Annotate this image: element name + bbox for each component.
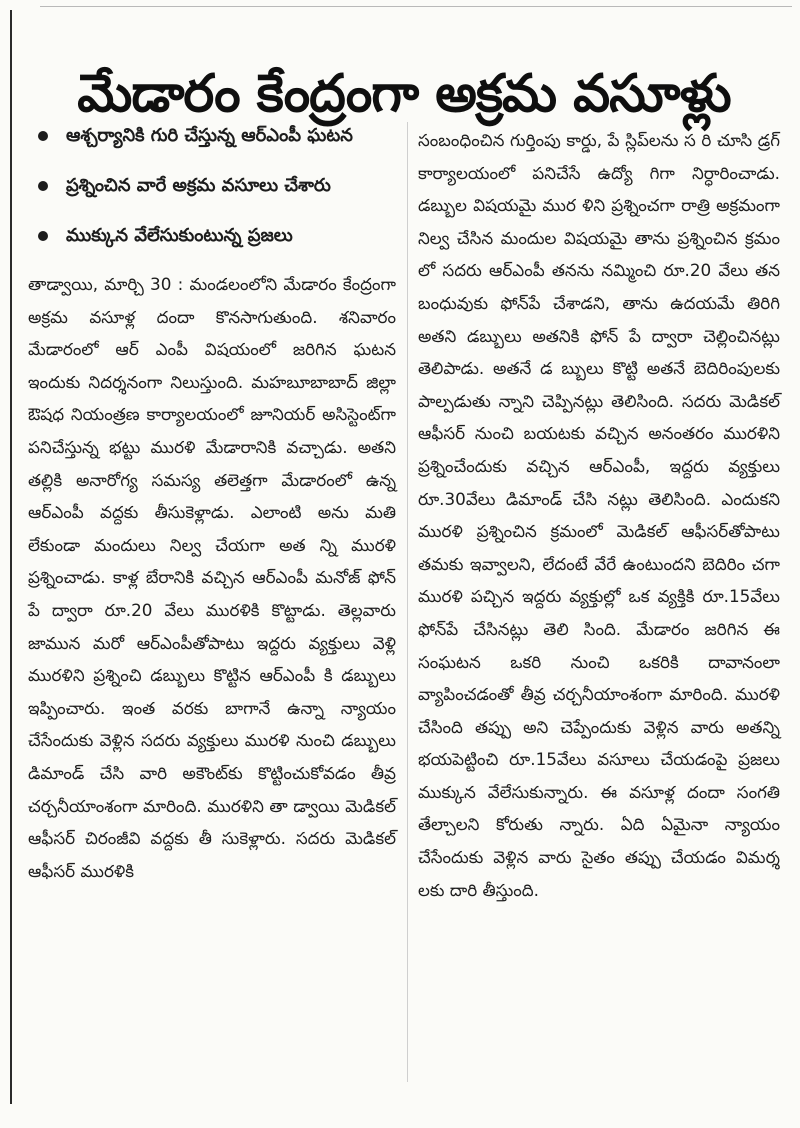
left-column bbox=[28, 118, 396, 904]
left-border-rule bbox=[10, 10, 12, 1104]
highlight-item bbox=[28, 118, 396, 154]
right-column bbox=[418, 124, 780, 923]
article-headline: మేడారం కేంద్రంగా అక్రమ వసూళ్లు bbox=[77, 64, 731, 125]
top-border-rule bbox=[40, 6, 792, 7]
bullet-dot-icon bbox=[38, 231, 48, 241]
article-body-right: సంబంధించిన గుర్తింపు కార్డు, పే స్లిప్‌లను స రి చూసి డ్రగ్ కార్యాలయంలో పనిచేసే ఉద్యో గిగా నిర్ధారించాడు. డబ్బుల విషయమై ముర ళిని ప్రశ్నించగా రాత్రి అక్రమంగా నిల్వ చేసిన మందుల విషయమై తాను ప్రశ్నించిన క్రమం లో సదరు ఆర్‌ఎంపీ తనను నమ్మించి రూ.20 వేలు తన బంధువుకు ఫోన్‌పే చేశాడని, తాను ఉదయమే తిరిగి అతని డబ్బులు అతనికి ఫోన్ పే ద్వారా చెల్లించినట్లు తెలిపాడు. అతనే డ బ్బులు కొట్టి అతనే బెదిరింపులకు పాల్పడుతు న్నాని చెప్పినట్లు తెలిసింది. సదరు మెడికల్ ఆఫీసర్ నుంచి బయటకు వచ్చిన అనంతరం మురళిని ప్రశ్నించేందుకు వచ్చిన ఆర్‌ఎంపీ, ఇద్దరు వ్యక్తులు రూ.30వేలు డిమాండ్ చేసి నట్లు తెలిసింది. ఎందుకని మురళి ప్రశ్నించిన క్రమంలో మెడికల్ ఆఫీసర్‌తోపాటు తమకు ఇవ్వాలని, లేదంటే వేరే ఉంటుందని బెదిరిం చగా మురళి పచ్చిన ఇద్దరు వ్యక్తుల్లో ఒక వ్యక్తికి రూ.15వేలు ఫోన్‌పే చేసినట్లు తెలి సింది. మేడారం జరిగిన ఈ సంఘటన ఒకరి నుంచి ఒకరికి దావానంలా వ్యాపించడంతో తీవ్ర చర్చనీయాంశంగా మారింది. మురళి చేసింది తప్పు అని చెప్పేందుకు వెళ్లిన వారు అతన్ని భయపెట్టించి రూ.15వేలు వసూలు చేయడంపై ప్రజలు ముక్కున వేలేసుకున్నారు. ఈ వసూళ్ల దందా సంగతి తేల్చాలని కోరుతు న్నారు. ఏది ఏమైనా న్యాయం చేసేందుకు వెళ్లిన వారు సైతం తప్పు చేయడం విమర్శ లకు దారి తీస్తుంది. bbox=[418, 130, 780, 900]
highlight-text: ప్రశ్నించిన వారే అక్రమ వసూలు చేశారు bbox=[66, 175, 331, 196]
highlight-item bbox=[28, 168, 396, 204]
column-divider bbox=[407, 122, 408, 1082]
highlight-text: ముక్కున వేలేసుకుంటున్న ప్రజలు bbox=[66, 225, 293, 246]
next-headline-cropped bbox=[28, 1088, 784, 1128]
article-body-left: తాడ్వాయి, మార్చి 30 : మండలంలోని మేడారం కేంద్రంగా అక్రమ వసూళ్ల దందా కొనసాగుతుంది. శనివారం మేడారంలో ఆర్ ఎంపీ విషయంలో జరిగిన ఘటన ఇందుకు నిదర్శనంగా నిలుస్తుంది. మహబూబాబాద్ జిల్లా ఔషధ నియంత్రణ కార్యాలయంలో జూనియర్ అసిస్టెంట్‌గా పనిచేస్తున్న భట్టు మురళి మేడారానికి వచ్చాడు. అతని తల్లికి అనారోగ్య సమస్య తలెత్తగా మేడారంలో ఉన్న ఆర్‌ఎంపీ వద్దకు తీసుకెళ్లాడు. ఎలాంటి అను మతి లేకుండా మందులు నిల్వ చేయగా అత న్ని మురళి ప్రశ్నించాడు. కాళ్ల బేరానికి వచ్చిన ఆర్‌ఎంపీ మనోజ్ ఫోన్ పే ద్వారా రూ.20 వేలు మురళికి కొట్టాడు. తెల్లవారు జామున మరో ఆర్‌ఎంపీతోపాటు ఇద్దరు వ్యక్తులు వెళ్లి మురళిని ప్రశ్నించి డబ్బులు కొట్టిన ఆర్‌ఎంపీ కి డబ్బులు ఇప్పించారు. ఇంత వరకు బాగానే ఉన్నా న్యాయం చేసేందుకు వెళ్లిన సదరు వ్యక్తులు మురళి నుంచి డబ్బులు డిమాండ్ చేసి వారి అకౌంట్‌కు కొట్టించుకోవడం తీవ్ర చర్చనీయాంశంగా మారింది. మురళిని తా డ్వాయి మెడికల్ ఆఫీసర్ చిరంజీవి వద్దకు తీ సుకెళ్లారు. సదరు మెడికల్ ఆఫీసర్ మురళికి bbox=[28, 274, 396, 881]
highlight-text: ఆశ్చర్యానికి గురి చేస్తున్న ఆర్‌ఎంపీ ఘటన bbox=[66, 125, 353, 146]
bullet-dot-icon bbox=[38, 131, 48, 141]
bullet-dot-icon bbox=[38, 181, 48, 191]
highlight-item bbox=[28, 218, 396, 254]
